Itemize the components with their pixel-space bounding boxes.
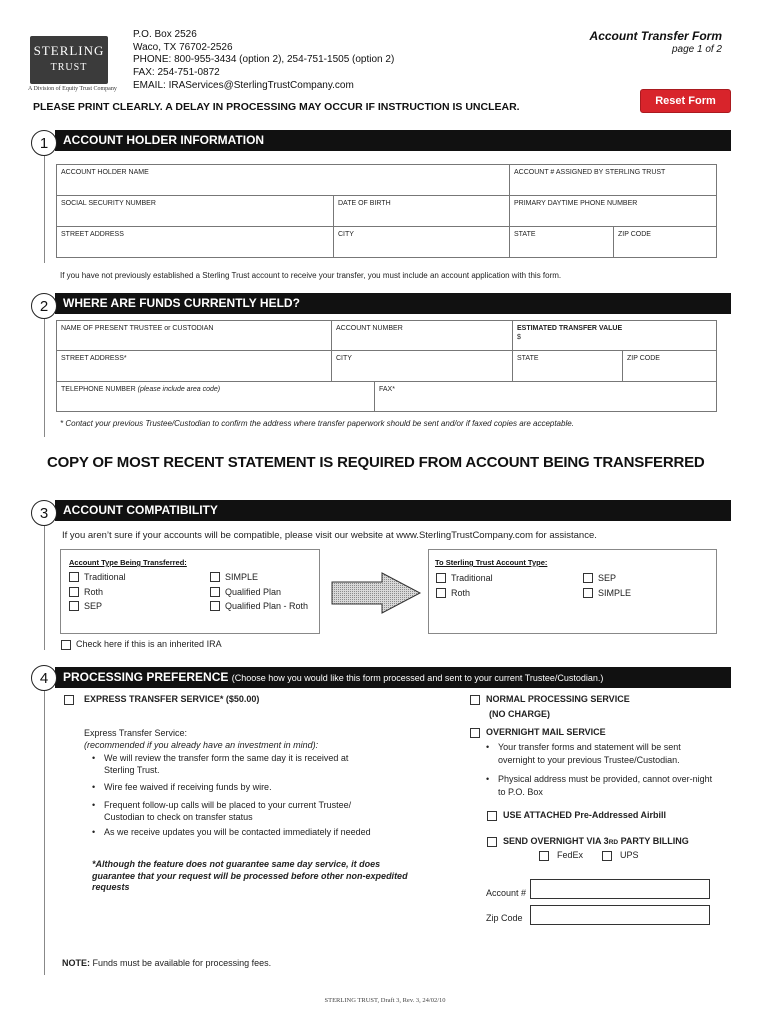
custodian-zip-field[interactable]: ZIP CODE [623, 351, 716, 382]
estimated-transfer-value-field[interactable]: ESTIMATED TRANSFER VALUE $ [513, 321, 716, 351]
checkbox-from-qualified-plan[interactable] [210, 587, 220, 597]
label-to-simple: SIMPLE [598, 588, 632, 598]
compatibility-intro: If you aren’t sure if your accounts will be compatible, please visit our website at www.SterlingTrustCompany.com for assistance. [62, 530, 597, 541]
zip-code-label: Zip Code [486, 913, 523, 923]
checkbox-express-transfer[interactable] [64, 695, 74, 705]
checkbox-from-simple[interactable] [210, 572, 220, 582]
express-subheading: (recommended if you already have an investment in mind): [84, 740, 319, 750]
billing-account-input[interactable] [530, 879, 710, 899]
to-account-heading: To Sterling Trust Account Type: [435, 558, 548, 567]
billing-zip-input[interactable] [530, 905, 710, 925]
company-address [133, 29, 394, 93]
ssn-field[interactable]: SOCIAL SECURITY NUMBER [57, 196, 334, 227]
address-line: FAX: 254-751-0872 [133, 67, 220, 79]
city-field[interactable]: CITY [334, 227, 510, 257]
reset-form-button[interactable]: Reset Form [640, 89, 731, 113]
label-normal-processing: NORMAL PROCESSING SERVICE [486, 694, 630, 704]
checkbox-to-traditional[interactable] [436, 573, 446, 583]
checkbox-normal-processing[interactable] [470, 695, 480, 705]
label-to-traditional: Traditional [451, 573, 493, 583]
custodian-city-field[interactable]: CITY [332, 351, 513, 382]
label-fedex: FedEx [557, 850, 584, 860]
section4-title: PROCESSING PREFERENCE [63, 670, 229, 684]
section4-header [55, 667, 731, 688]
custodian-fax-field[interactable]: FAX* [379, 386, 395, 393]
account-application-note: If you have not previously established a Sterling Trust account to receive your transfer, you must include an account application with this form. [60, 271, 562, 280]
label-from-simple: SIMPLE [225, 572, 259, 582]
from-account-heading: Account Type Being Transferred: [69, 558, 187, 567]
checkbox-from-sep[interactable] [69, 601, 79, 611]
document-footer: STERLING TRUST, Draft 3, Rev. 3, 24/02/10 [324, 997, 446, 1004]
overnight-bullet: • Physical address must be provided, cannot over-night to P.O. Box [486, 774, 713, 797]
section2-number: 2 [31, 293, 57, 319]
label-third-party-billing: SEND OVERNIGHT VIA 3RD PARTY BILLING [503, 836, 689, 846]
page-indicator: page 1 of 2 [671, 44, 722, 55]
section2-header [55, 293, 731, 314]
zip-code-field[interactable]: ZIP CODE [618, 231, 651, 238]
street-address-field[interactable]: STREET ADDRESS [57, 227, 334, 257]
label-from-qualified-plan-roth: Qualified Plan - Roth [225, 601, 309, 611]
checkbox-from-qualified-plan-roth[interactable] [210, 601, 220, 611]
custodian-telephone-field[interactable]: TELEPHONE NUMBER (please include area code) [57, 382, 375, 411]
label-express-transfer: EXPRESS TRANSFER SERVICE* ($50.00) [84, 694, 260, 704]
section3-rule [44, 515, 45, 650]
checkbox-inherited-ira[interactable] [61, 640, 71, 650]
processing-fee-note: NOTE: Funds must be available for processing fees. [62, 958, 272, 968]
account-holder-grid [56, 164, 717, 258]
label-from-roth: Roth [84, 587, 104, 597]
from-account-type-box [60, 549, 320, 634]
section1-number: 1 [31, 130, 57, 156]
section3-header [55, 500, 731, 521]
label-from-qualified-plan: Qualified Plan [225, 587, 282, 597]
account-number-label: Account # [486, 888, 527, 898]
label-overnight-mail: OVERNIGHT MAIL SERVICE [486, 727, 606, 737]
label-ups: UPS [620, 850, 639, 860]
express-bullet: • As we receive updates you will be contacted immediately if needed [92, 827, 371, 837]
contact-trustee-note: * Contact your previous Trustee/Custodian to confirm the address where transfer paperwork should be sent and/or if faxed copies are acceptable. [60, 419, 574, 428]
checkbox-to-simple[interactable] [583, 588, 593, 598]
to-account-type-box [428, 549, 717, 634]
state-field[interactable]: STATE [510, 227, 614, 257]
custodian-street-field[interactable]: STREET ADDRESS* [57, 351, 332, 382]
logo-line2: TRUST [50, 62, 88, 73]
address-line: PHONE: 800-955-3434 (option 2), 254-751-1505 (option 2) [133, 54, 395, 66]
checkbox-overnight-mail[interactable] [470, 728, 480, 738]
label-no-charge: (NO CHARGE) [489, 709, 550, 719]
custodian-state-field[interactable]: STATE [513, 351, 623, 382]
section1-header [55, 130, 731, 151]
arrow-right-icon [330, 571, 423, 615]
checkbox-ups[interactable] [602, 851, 612, 861]
section3-title: ACCOUNT COMPATIBILITY [63, 503, 218, 517]
overnight-bullet: • Your transfer forms and statement will be sent overnight to your previous Trustee/Custodian. [486, 742, 681, 765]
account-number-field[interactable]: ACCOUNT # ASSIGNED BY STERLING TRUST [510, 165, 716, 196]
checkbox-from-roth[interactable] [69, 587, 79, 597]
address-line: EMAIL: IRAServices@SterlingTrustCompany.com [133, 79, 354, 91]
statement-required-heading: COPY OF MOST RECENT STATEMENT IS REQUIRED FROM ACCOUNT BEING TRANSFERRED [47, 454, 705, 471]
logo-subtitle: A Division of Equity Trust Company [28, 86, 117, 92]
label-from-sep: SEP [84, 601, 103, 611]
checkbox-third-party-billing[interactable] [487, 837, 497, 847]
checkbox-airbill[interactable] [487, 811, 497, 821]
label-inherited-ira: Check here if this is an inherited IRA [76, 639, 222, 649]
section2-rule [44, 307, 45, 437]
label-to-sep: SEP [598, 573, 617, 583]
current-account-number-field[interactable]: ACCOUNT NUMBER [332, 321, 513, 351]
express-bullet: • Wire fee waived if receiving funds by wire. [92, 782, 272, 792]
express-bullet: • Frequent follow-up calls will be placed to your current Trustee/ Custodian to check on transfer status [92, 800, 352, 822]
address-line: Waco, TX 76702-2526 [133, 41, 233, 53]
express-heading: Express Transfer Service: [84, 728, 188, 738]
sterling-trust-logo [30, 36, 108, 84]
date-of-birth-field[interactable]: DATE OF BIRTH [334, 196, 510, 227]
checkbox-to-roth[interactable] [436, 588, 446, 598]
section4-subtitle: (Choose how you would like this form processed and sent to your current Trustee/Custodian.) [231, 673, 604, 683]
form-title: Account Transfer Form [589, 29, 722, 43]
section1-title: ACCOUNT HOLDER INFORMATION [63, 133, 265, 147]
section2-title: WHERE ARE FUNDS CURRENTLY HELD? [63, 296, 300, 310]
daytime-phone-field[interactable]: PRIMARY DAYTIME PHONE NUMBER [510, 196, 716, 227]
section3-number: 3 [31, 500, 57, 526]
express-disclaimer: *Although the feature does not guarantee same day service, it does guarantee that your request will be processed before other non-expedited requests [92, 859, 408, 892]
current-custodian-grid [56, 320, 717, 412]
express-bullet: • We will review the transfer form the same day it is received at Sterling Trust. [92, 753, 349, 775]
address-line: P.O. Box 2526 [133, 29, 197, 40]
section4-number: 4 [31, 665, 57, 691]
checkbox-from-traditional[interactable] [69, 572, 79, 582]
checkbox-fedex[interactable] [539, 851, 549, 861]
present-trustee-field[interactable]: NAME OF PRESENT TRUSTEE or CUSTODIAN [57, 321, 332, 351]
label-airbill: USE ATTACHED Pre-Addressed Airbill [503, 810, 667, 820]
label-to-roth: Roth [451, 588, 471, 598]
section4-rule [44, 690, 45, 975]
label-from-traditional: Traditional [84, 572, 126, 582]
section1-rule [44, 143, 45, 263]
account-holder-name-field[interactable]: ACCOUNT HOLDER NAME [57, 165, 510, 196]
logo-line1: STERLING [33, 43, 105, 58]
checkbox-to-sep[interactable] [583, 573, 593, 583]
print-clearly-warning: PLEASE PRINT CLEARLY. A DELAY IN PROCESSING MAY OCCUR IF INSTRUCTION IS UNCLEAR. [33, 101, 520, 113]
